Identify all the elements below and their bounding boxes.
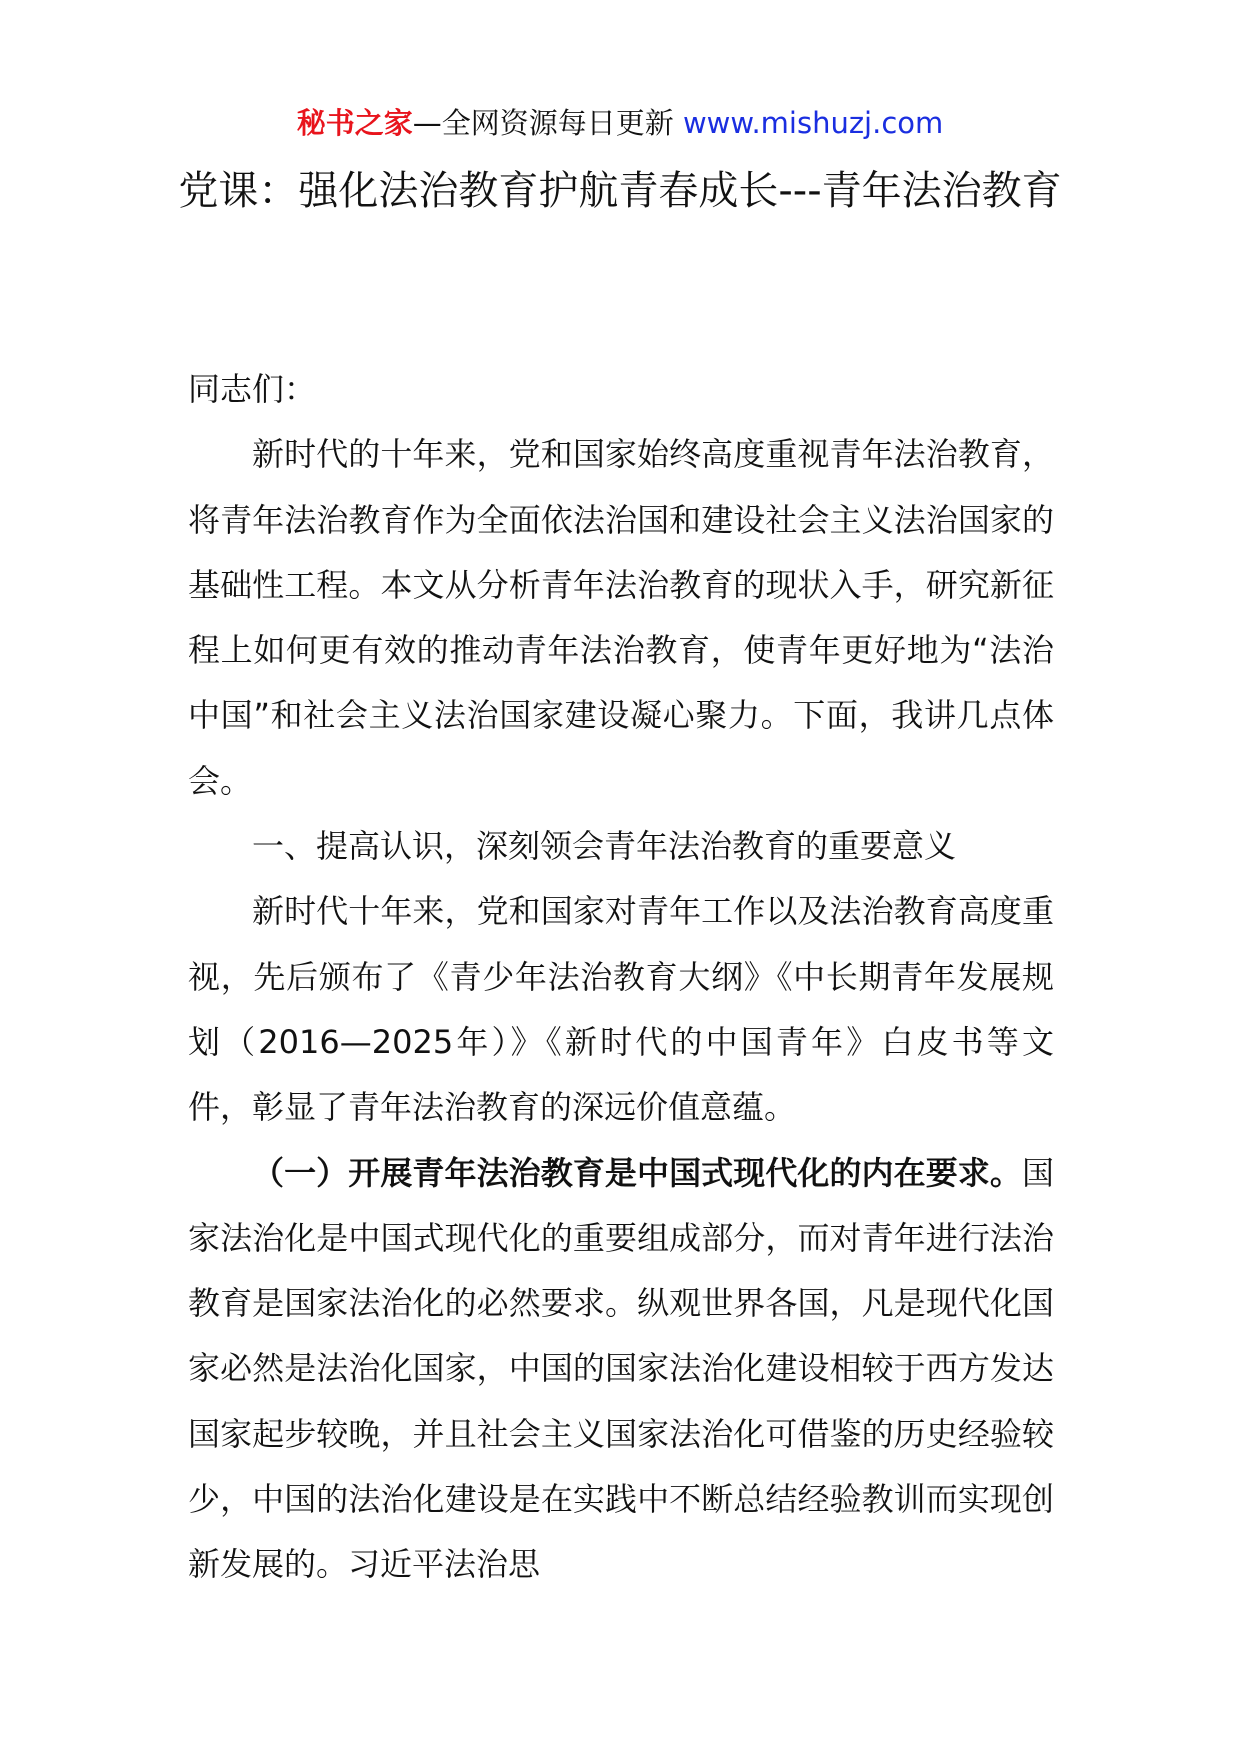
page-title: 党课：强化法治教育护航青春成长---青年法治教育 (178, 168, 1062, 214)
document-body (188, 357, 1054, 1598)
body-paragraph-2 (188, 1141, 1054, 1598)
brand-name: 秘书之家 (296, 106, 413, 140)
intro-paragraph: 新时代的十年来，党和国家始终高度重视青年法治教育，将青年法治教育作为全面依法治国和建设社会主义法治国家的基础性工程。本文从分析青年法治教育的现状入手，研究新征程上如何更有效的推动青年法治教育，使青年更好地为“法治中国”和社会主义法治国家建设凝心聚力。下面，我讲几点体会。 (188, 435, 1054, 800)
subsection-body-1: 国家法治化是中国式现代化的重要组成部分，而对青年进行法治教育是国家法治化的必然要求。纵观世界各国，凡是现代化国家必然是法治化国家，中国的国家法治化建设相较于西方发达国家起步较晚，并且社会主义国家法治化可借鉴的历史经验较少，中国的法治化建设是在实践中不断总结经验教训而实现创新发展的。习近平法治思 (188, 1153, 1054, 1584)
website-link[interactable]: www.mishuzj.com (682, 106, 944, 140)
section-heading-1: 一、提高认识，深刻领会青年法治教育的重要意义 (252, 827, 957, 866)
salutation: 同志们： (188, 370, 317, 408)
subsection-heading-1: （一）开展青年法治教育是中国式现代化的内在要求。 (252, 1153, 1022, 1192)
body-paragraph-1: 新时代十年来，党和国家对青年工作以及法治教育高度重视，先后颁布了《青少年法治教育大纲》《中长期青年发展规划（2016—2025年）》《新时代的中国青年》白皮书等文件，彰显了青年法治教育的深远价值意蕴。 (188, 892, 1054, 1127)
header-slogan: —全网资源每日更新 (412, 106, 674, 140)
site-header (0, 103, 1240, 143)
